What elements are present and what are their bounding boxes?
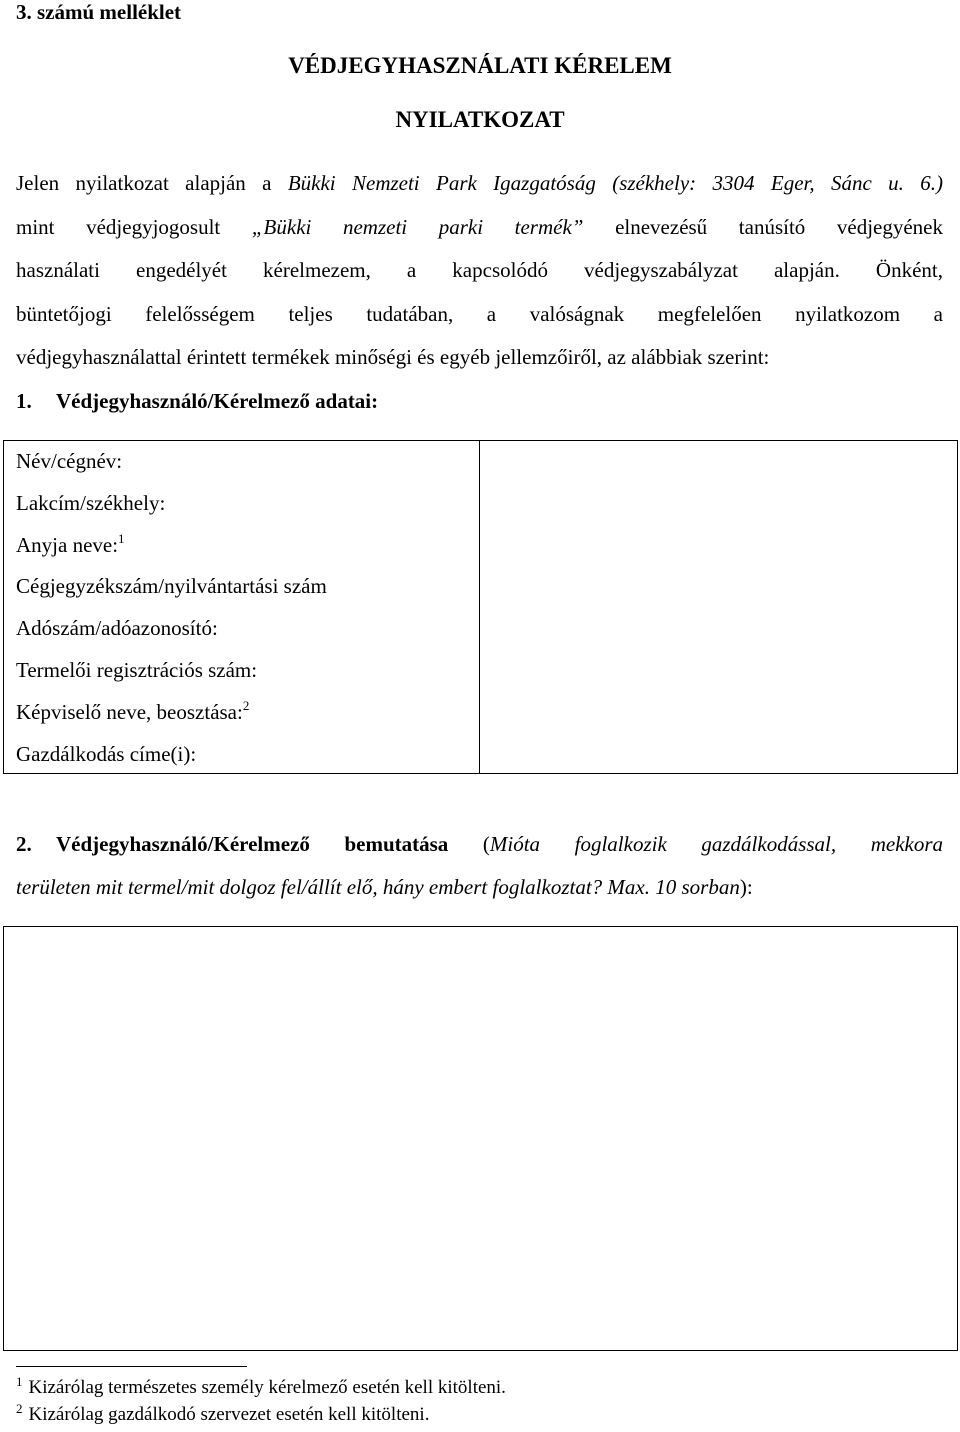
label-text: Cégjegyzékszám/nyilvántartási szám — [16, 574, 327, 599]
field-label-mother-name — [16, 525, 476, 567]
document-title: VÉDJEGYHASZNÁLATI KÉRELEM — [288, 53, 672, 78]
intro-line-5: védjegyhasználattal érintett termékek minőségi és egyéb jellemzőiről, az alábbiak szerint: — [16, 345, 770, 369]
presentation-textarea[interactable] — [4, 927, 957, 1350]
registration-number-field[interactable] — [481, 566, 957, 608]
label-text: Adószám/adóazonosító: — [16, 616, 218, 641]
intro-line-3: használati engedélyét kérelmezem, a kapcsolódó védjegyszabályzat alapján. Önként, — [16, 258, 943, 282]
footnote-1 — [16, 1374, 506, 1399]
intro-text: Jelen nyilatkozat alapján a — [16, 171, 288, 195]
organization-name: Bükki Nemzeti Park Igazgatóság (székhely: 3304 Eger, Sánc u. 6.) — [287, 171, 943, 195]
footnote-text: Kizárólag gazdálkodó szervezet esetén kell kitölteni. — [28, 1404, 430, 1425]
section-2-heading — [16, 823, 943, 909]
annex-label: 3. számú melléklet — [16, 0, 182, 24]
trademark-name: „Bükki nemzeti parki termék” — [251, 214, 584, 239]
label-text: Lakcím/székhely: — [16, 490, 166, 515]
intro-text: mint védjegyjogosult — [16, 214, 252, 239]
section-description: területen mit termel/mit dolgoz fel/állít elő, hány embert foglalkoztat? Max. 10 sorban — [16, 875, 740, 899]
field-labels — [16, 441, 476, 775]
label-text: Név/cégnév: — [16, 449, 123, 473]
field-label-tax-number — [16, 608, 476, 650]
intro-line-2 — [16, 206, 943, 250]
field-label-farm-address — [16, 734, 476, 776]
document-subtitle: NYILATKOZAT — [395, 107, 565, 132]
section-1-heading — [16, 389, 378, 414]
field-label-address — [16, 483, 476, 525]
footnote-ref: 2 — [242, 697, 250, 713]
table-divider — [479, 441, 480, 773]
section-title: Védjegyhasználó/Kérelmező adatai: — [56, 389, 379, 413]
farm-address-field[interactable] — [481, 734, 957, 776]
intro-text: elnevezésű tanúsító védjegyének — [583, 214, 944, 239]
label-text: Gazdálkodás címe(i): — [16, 741, 197, 766]
representative-field[interactable] — [481, 692, 957, 734]
field-label-registration-number — [16, 566, 476, 608]
section-2-line-1 — [16, 823, 943, 866]
tax-number-field[interactable] — [481, 608, 957, 650]
section-title: Védjegyhasználó/Kérelmező bemutatása — [56, 832, 449, 856]
presentation-text-box — [3, 926, 958, 1351]
footnote-mark: 1 — [16, 1374, 23, 1389]
intro-line-4: büntetőjogi felelősségem teljes tudatában, a valóságnak megfelelően nyilatkozom a — [16, 301, 943, 326]
label-text: Anyja neve: — [16, 532, 119, 557]
footnote-separator — [16, 1366, 247, 1367]
section-description: Mióta foglalkozik gazdálkodással, mekkora — [489, 832, 944, 856]
label-text: Termelői regisztrációs szám: — [16, 657, 258, 682]
paren: ): — [739, 875, 753, 899]
producer-id-field[interactable] — [481, 650, 957, 692]
applicant-data-table — [3, 440, 958, 774]
label-text: Képviselő neve, beosztása: — [16, 699, 243, 724]
paren: ( — [448, 832, 490, 856]
field-label-representative — [16, 692, 476, 734]
footnote-ref: 1 — [118, 530, 125, 546]
address-field[interactable] — [481, 483, 957, 525]
field-label-name — [16, 441, 476, 483]
field-values — [481, 441, 957, 773]
mother-name-field[interactable] — [481, 525, 957, 567]
field-label-producer-id — [16, 650, 476, 692]
intro-line-1 — [16, 162, 943, 206]
section-number: 2. — [16, 832, 32, 856]
footnote-text: Kizárólag természetes személy kérelmező esetén kell kitölteni. — [28, 1377, 506, 1398]
footnote-mark: 2 — [16, 1401, 23, 1416]
name-field[interactable] — [481, 441, 957, 483]
intro-paragraph — [16, 162, 943, 380]
section-number: 1. — [16, 389, 32, 413]
footnote-2 — [16, 1401, 430, 1426]
section-2-line-2 — [16, 866, 943, 909]
